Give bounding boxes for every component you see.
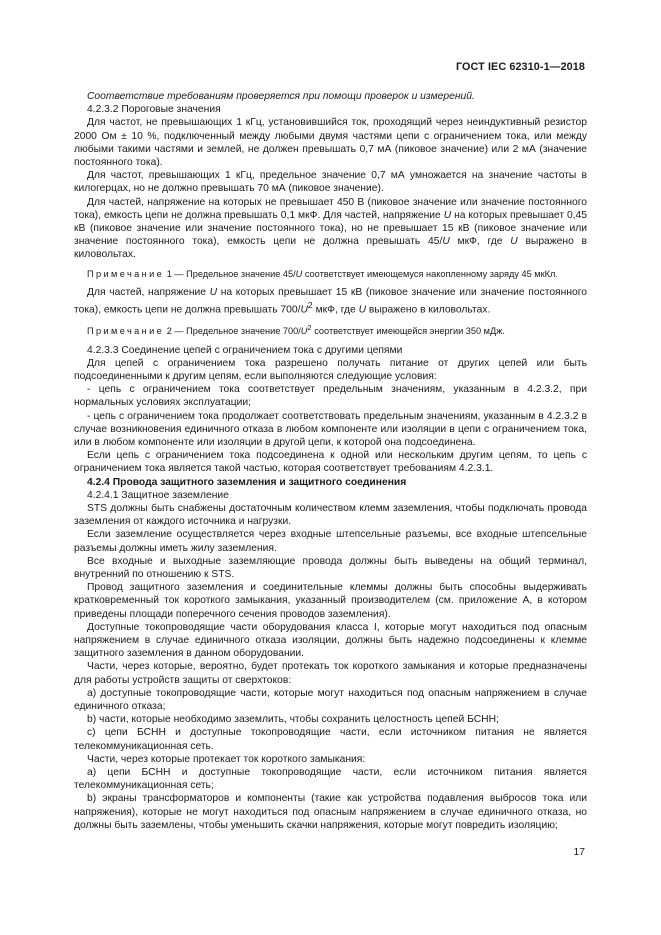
variable-u: U (209, 286, 218, 298)
text-run: 2 — Предельное значение 700/ (164, 326, 301, 337)
text-run: 1 — Предельное значение 45/ (164, 268, 296, 279)
compliance-note: Соответствие требованиям проверяется при помощи проверок и измерений. (87, 91, 475, 102)
list-item: - цепь с ограничением тока соответствует предельным значениям, указанным в 4.2.3.2, при нормальных условиях эксплуатации; (74, 384, 587, 409)
text-run: Для частей, напряжение на которых не превышает 450 В (пиковое значение или значение постоянного тока), емкость цепи не должна превышать 0,1 мкФ. Для частей, напряжение (74, 196, 587, 221)
paragraph: Доступные токопроводящие части оборудования класса I, которые могут находиться под опасным напряжением в случае единичного отказа изоляции, должны быть надежно подсоединены к клемме защитного заземления в данном оборудовании. (74, 621, 587, 660)
list-item: c) цепи БСНН и доступные токопроводящие части, если источником питания не является телекоммуникационная сеть. (74, 727, 587, 752)
list-item: a) цепи БСНН и доступные токопроводящие части, если источником питания является телекоммуникационная сеть; (74, 767, 587, 792)
paragraph (74, 196, 587, 262)
text-run: мкФ, где (312, 304, 359, 316)
superscript: 2 (307, 323, 312, 333)
note-1 (74, 268, 587, 280)
text-run: на которых превышает 0,45 кВ (пиковое значение или значение постоянного тока), но не превышает 15 кВ (пиковое значение или значение постоянного тока), емкость цепи не должна превышать 45/ (74, 209, 587, 248)
paragraph: Провод защитного заземления и соединительные клеммы должны быть способны выдерживать кратковременный ток короткого замыкания, указанный производителем (см. приложение А, в котором приведены площади поперечного сечения проводов заземления). (74, 582, 587, 620)
document-code: ГОСТ IEC 62310-1—2018 (455, 61, 585, 73)
text-run: выражено в киловольтах. (366, 304, 491, 316)
text-run: мкФ, где (449, 236, 511, 248)
text-run: Для частей, напряжение (87, 286, 210, 298)
section-4-2-3-3-title: 4.2.3.3 Соединение цепей с ограничением тока с другими цепями (87, 344, 403, 356)
note-label: Примечание (87, 326, 165, 337)
text-run: на которых превышает 15 кВ (пиковое значение или значение постоянного тока), емкость цепи не должна превышать 700/ (74, 286, 587, 316)
paragraph: Части, через которые протекает ток короткого замыкания: (87, 753, 366, 765)
variable-u: U (510, 236, 518, 248)
paragraph: Части, через которые, вероятно, будет протекать ток короткого замыкания и которые предназначены для работы устройств защиты от сверхтоков: (74, 661, 587, 686)
page-number: 17 (573, 847, 585, 858)
body-text (74, 90, 587, 832)
superscript: 2 (307, 299, 313, 310)
paragraph: Все входные и выходные заземляющие провода должны быть выведены на общий терминал, внутренний по отношению к STS. (74, 555, 587, 580)
section-4-2-3-2-title: 4.2.3.2 Пороговые значения (87, 104, 221, 116)
paragraph: Для частот, не превышающих 1 кГц, установившийся ток, проходящий через неиндуктивный резистор 2000 Ом ± 10 %, подключенный между любыми двумя частями цепи с ограничением тока, или между любыми такими частями и землей, не должен превышать 0,7 мА (пиковое значение) или 2 мА (значение постоянного тока). (74, 117, 587, 169)
paragraph: Для частот, превышающих 1 кГц, предельное значение 0,7 мА умножается на значение частоты в килогерцах, но не должно превышать 70 мА (пиковое значение). (74, 170, 587, 195)
variable-u: U (295, 268, 303, 279)
variable-u: U (443, 209, 452, 221)
section-4-2-4-1-title: 4.2.4.1 Защитное заземление (87, 489, 229, 501)
list-item: - цепь с ограничением тока продолжает соответствовать предельным значениям, указанным в 4.2.3.2 в случае возникновения единичного отказа в любом компоненте или изоляции в цепи с ограничением тока, или в любом компоненте или изоляции в другой цепи, к которой она подсоединена. (74, 410, 587, 448)
paragraph: Если заземление осуществляется через входные штепсельные разъемы, все входные штепсельные разъемы должны иметь жилу заземления. (74, 529, 587, 554)
note-2 (74, 322, 587, 337)
variable-u: U (300, 326, 308, 337)
text-run: соответствует имеющемуся накопленному заряду 45 мкКл. (302, 268, 558, 279)
list-item: a) доступные токопроводящие части, которые могут находиться под опасным напряжением в случае единичного отказа; (74, 687, 587, 713)
text-run: выражено в киловольтах. (74, 236, 588, 261)
section-4-2-4-title: 4.2.4 Провода защитного заземления и защитного соединения (87, 476, 407, 488)
list-item: b) части, которые необходимо заземлить, чтобы сохранить целостность цепей БСНН; (87, 714, 499, 726)
paragraph: Если цепь с ограничением тока подсоединена к одной или нескольким другим цепям, то цепь с ограничением тока является такой частью, которая соответствует требованиям 4.2.3.1. (74, 450, 587, 475)
paragraph (74, 286, 587, 317)
note-label: Примечание (87, 268, 165, 279)
paragraph: STS должны быть снабжены достаточным количеством клемм заземления, чтобы подключать провода заземления от каждого источника и нагрузки. (74, 502, 587, 528)
variable-u: U (300, 304, 308, 316)
variable-u: U (358, 304, 367, 316)
text-run: соответствует имеющейся энергии 350 мДж. (311, 326, 505, 337)
paragraph: Для цепей с ограничением тока разрешено получать питание от других цепей или быть подсоединенными к другим цепям, если выполняются следующие условия: (74, 357, 587, 382)
variable-u: U (442, 236, 450, 248)
list-item: b) экраны трансформаторов и компоненты (такие как устройства подавления выбросов тока или напряжения), которые не могут находиться под опасным напряжением в случае единичного отказа, но должны быть заземлены, чтобы уменьшить скачки напряжения, которые могут повредить изоляцию; (74, 793, 587, 831)
